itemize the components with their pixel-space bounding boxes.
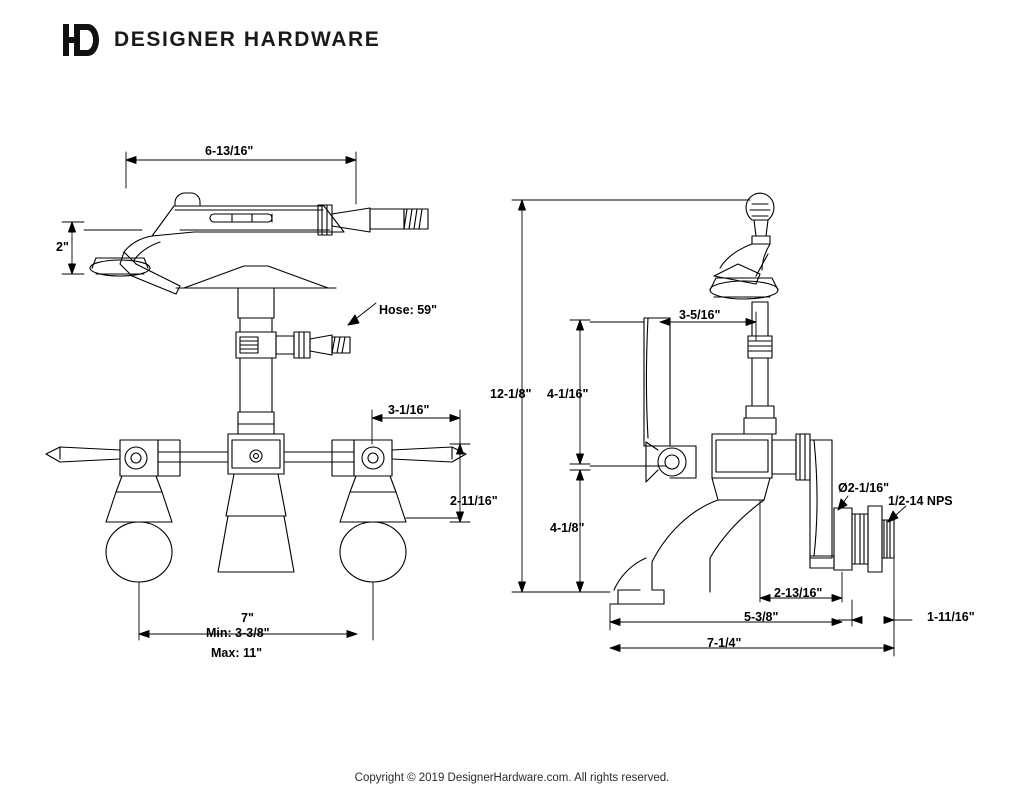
dim-overall-height: 12-1/8"	[490, 387, 532, 401]
right-view-dimensions	[512, 200, 912, 656]
dim-union-diameter: Ø2-1/16"	[838, 481, 890, 495]
dim-adjust-min: Min: 3-3/8"	[206, 626, 270, 640]
dim-riser-offset: 3-5/16"	[679, 308, 721, 322]
dim-shower-head-height: 2"	[56, 240, 69, 254]
copyright-footer: Copyright © 2019 DesignerHardware.com. All rights reserved.	[354, 772, 670, 784]
dim-upper-height: 4-1/16"	[547, 387, 589, 401]
dim-width-overall: 6-13/16"	[205, 144, 254, 158]
dim-hose-length: Hose: 59"	[379, 303, 438, 317]
left-view-geometry	[46, 193, 466, 582]
dim-adjust-max: Max: 11"	[211, 646, 263, 660]
dim-spout-reach-long: 7-1/4"	[707, 636, 742, 650]
dim-lower-height: 4-1/8"	[550, 521, 585, 535]
dim-handle-height: 2-11/16"	[450, 494, 498, 508]
left-view-dimensions	[62, 152, 470, 640]
right-view-geometry	[610, 193, 894, 604]
dim-spout-reach-mid: 5-3/8"	[744, 610, 779, 624]
dim-handle-offset: 3-1/16"	[388, 403, 430, 417]
dim-spout-reach-short: 2-13/16"	[774, 586, 823, 600]
dim-thread-spec: 1/2-14 NPS	[888, 494, 953, 508]
dim-thread-length: 1-11/16"	[927, 610, 975, 624]
dim-spread: 7"	[241, 611, 254, 625]
brand-title: DESIGNER HARDWARE	[114, 28, 381, 51]
